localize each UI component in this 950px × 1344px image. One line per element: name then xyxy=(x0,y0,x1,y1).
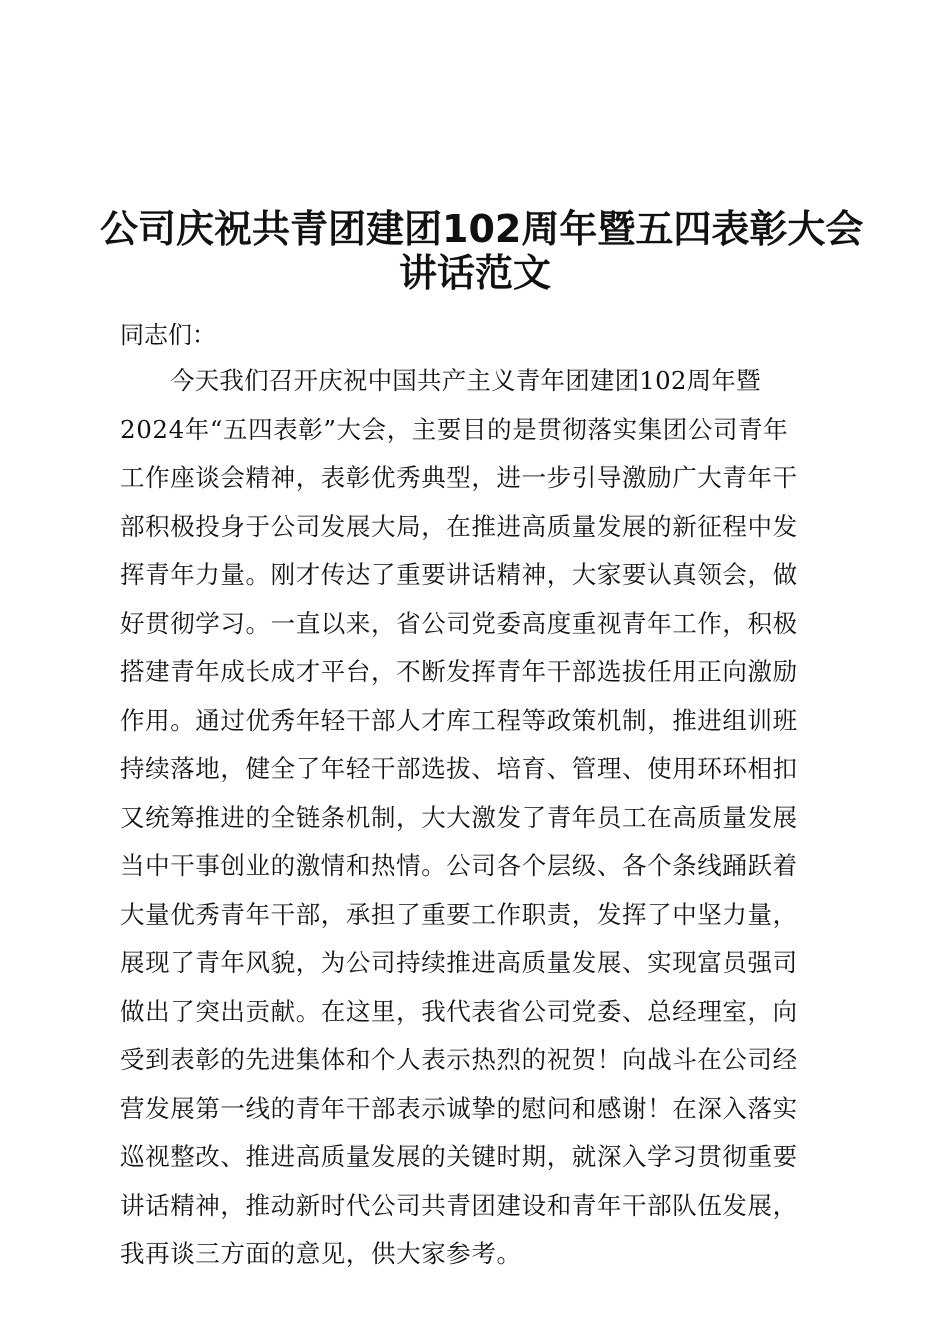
body-line: 又统筹推进的全链条机制，大大激发了青年员工在高质量发展 xyxy=(120,802,798,832)
body-line: 持续落地，健全了年轻干部选拔、培育、管理、使用环环相扣 xyxy=(120,754,798,783)
document-title-line-1: 公司庆祝共青团建团102周年暨五四表彰大会 xyxy=(100,207,864,251)
body-line: 部积极投身于公司发展大局，在推进高质量发展的新征程中发 xyxy=(120,511,798,541)
body-line: 当中干事创业的激情和热情。公司各个层级、各个条线踊跃着 xyxy=(120,851,798,880)
body-line: 作用。通过优秀年轻干部人才库工程等政策机制，推进组训班 xyxy=(120,705,798,735)
body-paragraph xyxy=(120,357,820,1279)
body-line: 工作座谈会精神，表彰优秀典型，进一步引导激励广大青年干 xyxy=(120,463,798,492)
body-line: 我再谈三方面的意见，供大家参考。 xyxy=(120,1239,522,1268)
body-line: 做出了突出贡献。在这里，我代表省公司党委、总经理室，向 xyxy=(120,996,798,1026)
body-line: 讲话精神，推动新时代公司共青团建设和青年干部队伍发展， xyxy=(120,1190,798,1220)
body-line: 巡视整改、推进高质量发展的关键时期，就深入学习贯彻重要 xyxy=(120,1142,798,1171)
body-line: 受到表彰的先进集体和个人表示热烈的祝贺！向战斗在公司经 xyxy=(120,1045,798,1074)
body-line: 2024年“五四表彰”大会，主要目的是贯彻落实集团公司青年 xyxy=(120,414,789,444)
document-title-line-2: 讲话范文 xyxy=(398,251,551,295)
body-line: 搭建青年成长成才平台，不断发挥青年干部选拔任用正向激励 xyxy=(120,657,798,686)
salutation: 同志们： xyxy=(120,321,216,349)
body-line: 展现了青年风貌，为公司持续推进高质量发展、实现富员强司 xyxy=(120,948,798,977)
body-line: 挥青年力量。刚才传达了重要讲话精神，大家要认真领会，做 xyxy=(120,560,798,589)
body-line: 大量优秀青年干部，承担了重要工作职责，发挥了中坚力量， xyxy=(120,899,798,929)
body-line: 今天我们召开庆祝中国共产主义青年团建团102周年暨 xyxy=(170,366,761,395)
body-line: 好贯彻学习。一直以来，省公司党委高度重视青年工作，积极 xyxy=(120,608,798,638)
body-line: 营发展第一线的青年干部表示诚挚的慰问和感谢！在深入落实 xyxy=(120,1093,798,1123)
